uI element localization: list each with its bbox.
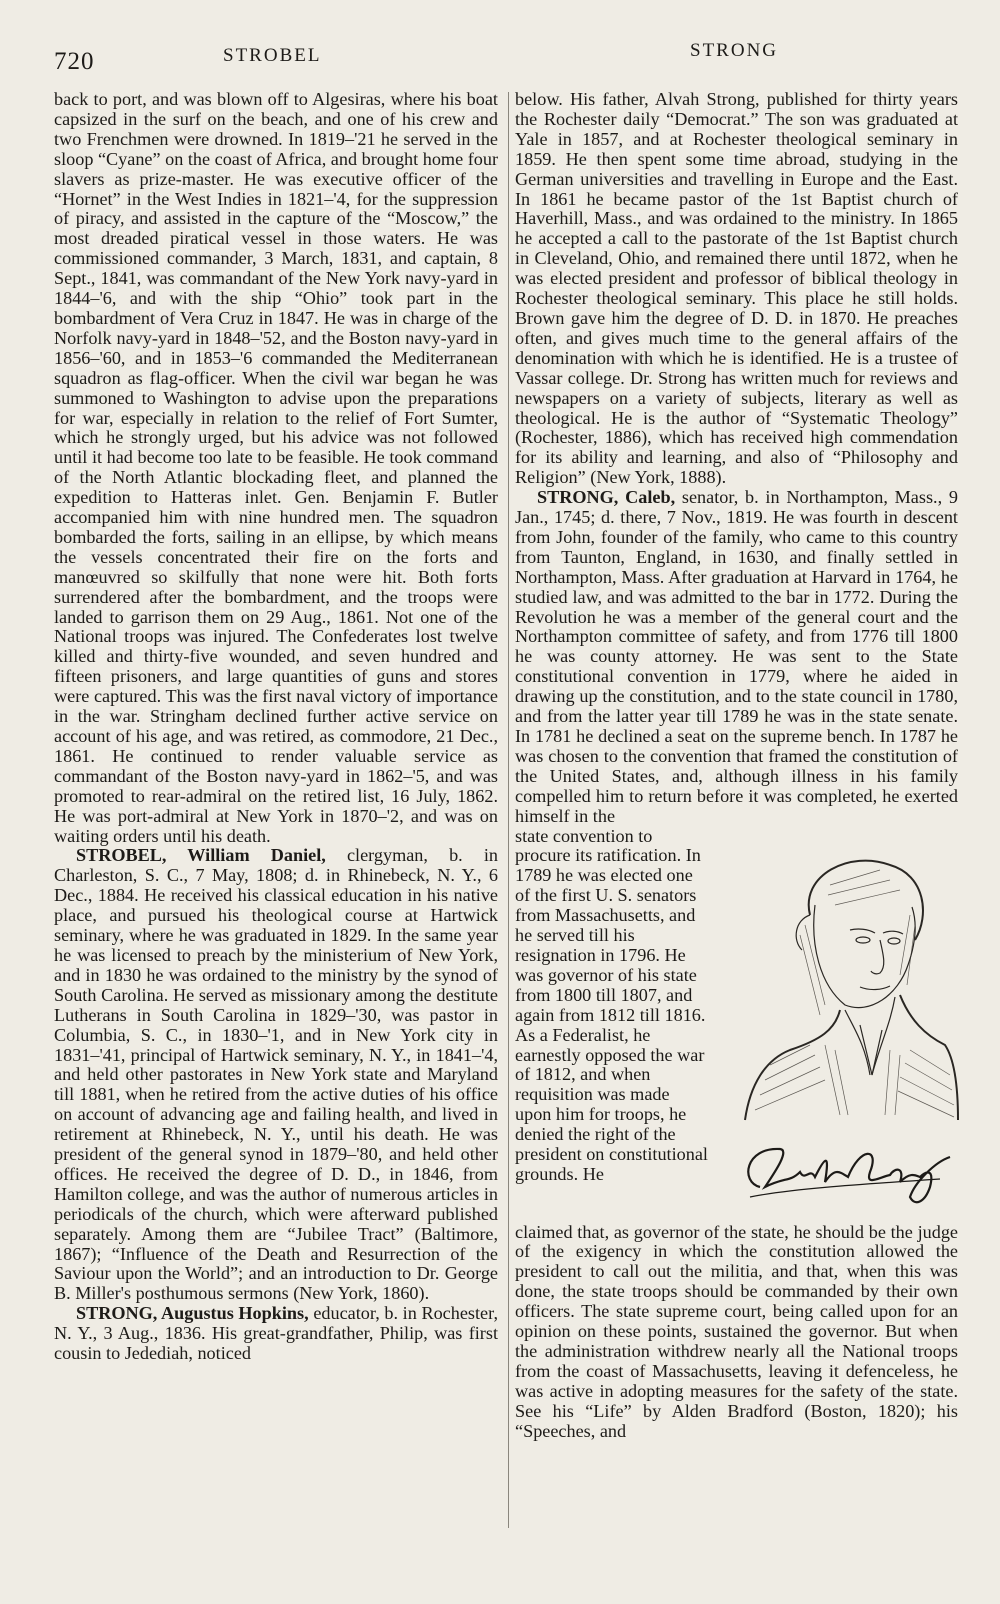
strobel-headword: STROBEL, William Daniel,: [76, 845, 326, 866]
caleb-strong-signature: [730, 1127, 960, 1217]
strong-caleb-wrapped-text: state convention to procure its ratification. In 1789 he was elected one of the first U. S. senators from Massachusetts, and he served till his resignation in 1796. He was governor of his state from 1800 till 1807, and again from 1812 till 1816. As a Federalist, he earnestly opposed the war of 1812, and when requisition was made upon him for troops, he denied the right of the president on constitutional grounds. He: [515, 825, 708, 1184]
portrait-wrap-block: [515, 827, 958, 1223]
strong-caleb-headword: STRONG, Caleb,: [537, 487, 676, 508]
page-number: 720: [54, 48, 95, 75]
right-column: [515, 90, 958, 1442]
right-running-head: STRONG: [690, 40, 779, 61]
stringham-continuation: back to port, and was blown off to Algesiras, where his boat capsized in the surf on the beach, and one of his crew and two Frenchmen were drowned. In 1819–'21 he served in the sloop “Cyane” on the coast of Africa, and brought home four slavers as prize-master. He was executive officer of the “Hornet” in the West Indies in 1821–'4, for the suppression of piracy, and assisted in the capture of the “Moscow,” the most dreaded piratical vessel in those waters. He was commissioned commander, 3 March, 1831, and captain, 8 Sept., 1841, was commandant of the New York navy-yard in 1844–'6, and with the ship “Ohio” took part in the bombardment of Vera Cruz in 1847. He was in charge of the Norfolk navy-yard in 1848–'52, and the Boston navy-yard in 1856–'60, and in 1853–'6 commanded the Mediterranean squadron as flag-officer. When the civil war began he was summoned to Washington to advise upon the preparations for war, especially in relation to the relief of Fort Sumter, which he strongly urged, but his advice was not followed until it had become too late to be feasible. He took command of the North Atlantic blockading fleet, and planned the expedition to Hatteras inlet. Gen. Benjamin F. Butler accompanied him with nine hundred men. The squadron bombarded the forts, sailing in an ellipse, by which means the vessels concentrated their fire on the forts and manœuvred so skilfully that none were hit. Both forts surrendered after the bombardment, and the troops were landed to garrison them on 29 Aug., 1861. Not one of the National troops was injured. The Confederates lost twelve killed and thirty-five wounded, and seven hundred and fifteen prisoners, and large quantities of guns and stores were captured. This was the first naval victory of importance in the war. Stringham declined further active service on account of his age, and was retired, as commodore, 21 Dec., 1861. He continued to render valuable service as commandant of the Boston navy-yard in 1862–'5, and was promoted to rear-admiral on the retired list, 16 July, 1862. He was port-admiral at New York in 1870–'2, and was on waiting orders until his death.: [54, 89, 498, 846]
strong-caleb-continued: claimed that, as governor of the state, he should be the judge of the exigency in which the constitution allowed the president to call out the militia, and that, when this was done, the state troops should be commanded by their own officers. The state supreme court, being called upon for an opinion on these points, sustained the governor. But when the administration withdrew nearly all the National troops from the coast of Massachusetts, leaving it defenceless, he was active in adopting measures for the safety of the state. See his “Life” by Alden Bradford (Boston, 1820); his “Speeches, and: [515, 1221, 958, 1441]
strobel-body: clergyman, b. in Charleston, S. C., 7 May, 1808; d. in Rhinebeck, N. Y., 6 Dec., 1884. He received his classical education in his native place, and pursued his theological course at Hartwick seminary, where he was graduated in 1829. In the same year he was licensed to preach by the ministerium of New York, and in 1830 he was ordained to the ministry by the synod of South Carolina. He served as missionary among the destitute Lutherans in South Carolina in 1829–'30, was pastor in Columbia, S. C., in 1830–'1, and in New York city in 1831–'41, principal of Hartwick seminary, N. Y., in 1841–'4, and held other pastorates in New York state and Maryland till 1881, when he retired from the active duties of his office on account of advancing age and failing health, and lived in retirement at Rhinebeck, N. Y., until his death. He was president of the general synod in 1879–'80, and held other offices. He received the degree of D. D., in 1846, from Hamilton college, and was the author of numerous articles in periodicals of the church, which were afterward published separately. Among them are “Jubilee Tract” (Baltimore, 1867); “Influence of the Death and Resurrection of the Saviour upon the World”; and an introduction to Dr. George B. Miller's posthumous sermons (New York, 1860).: [54, 845, 498, 1304]
column-divider: [508, 92, 509, 1528]
strong-caleb-entry: [515, 488, 958, 826]
left-column: [54, 90, 498, 1364]
strong-augustus-body: educator, b. in Rochester, N. Y., 3 Aug., 1836. His great-grandfather, Philip, was first cousin to Jedediah, noticed: [54, 1303, 498, 1364]
strong-augustus-continuation: below. His father, Alvah Strong, published for thirty years the Rochester daily “Democrat.” The son was graduated at Yale in 1857, and at Rochester theological seminary in 1859. He then spent some time abroad, studying in the German universities and travelling in Europe and the East. In 1861 he became pastor of the 1st Baptist church of Haverhill, Mass., and was ordained to the ministry. In 1865 he accepted a call to the pastorate of the 1st Baptist church in Cleveland, Ohio, and remained there until 1872, when he was elected president and professor of biblical theology in Rochester theological seminary. This place he still holds. Brown gave him the degree of D. D. in 1870. He preaches often, and gives much time to the general affairs of the denomination with which he is identified. He is a trustee of Vassar college. Dr. Strong has written much for reviews and newspapers on a variety of subjects, literary as well as theological. He is the author of “Systematic Theology” (Rochester, 1886), which has received high commendation for its ability and learning, and also of “Philosophy and Religion” (New York, 1888).: [515, 89, 958, 488]
left-running-head: STROBEL: [223, 45, 322, 66]
running-header: [0, 40, 1000, 80]
strong-augustus-entry: [54, 1304, 498, 1364]
strobel-entry: [54, 846, 498, 1304]
strong-caleb-body: senator, b. in Northampton, Mass., 9 Jan., 1745; d. there, 7 Nov., 1819. He was fourth in descent from John, founder of the family, who came to this country from Taunton, England, in 1630, and finally settled in Northampton, Mass. After graduation at Harvard in 1764, he studied law, and was admitted to the bar in 1772. During the Revolution he was a member of the general court and the Northampton committee of safety, and from 1776 till 1800 he was county attorney. He was sent to the State constitutional convention in 1779, where he aided in drawing up the constitution, and to the state council in 1780, and from the latter year till 1789 he was in the state senate. In 1781 he declined a seat on the supreme bench. In 1787 he was chosen to the convention that framed the constitution of the United States, and, although illness in his family compelled him to return before it was completed, he exerted himself in the: [515, 487, 958, 826]
caleb-strong-portrait: [740, 845, 960, 1125]
strong-augustus-headword: STRONG, Augustus Hopkins,: [76, 1303, 309, 1324]
